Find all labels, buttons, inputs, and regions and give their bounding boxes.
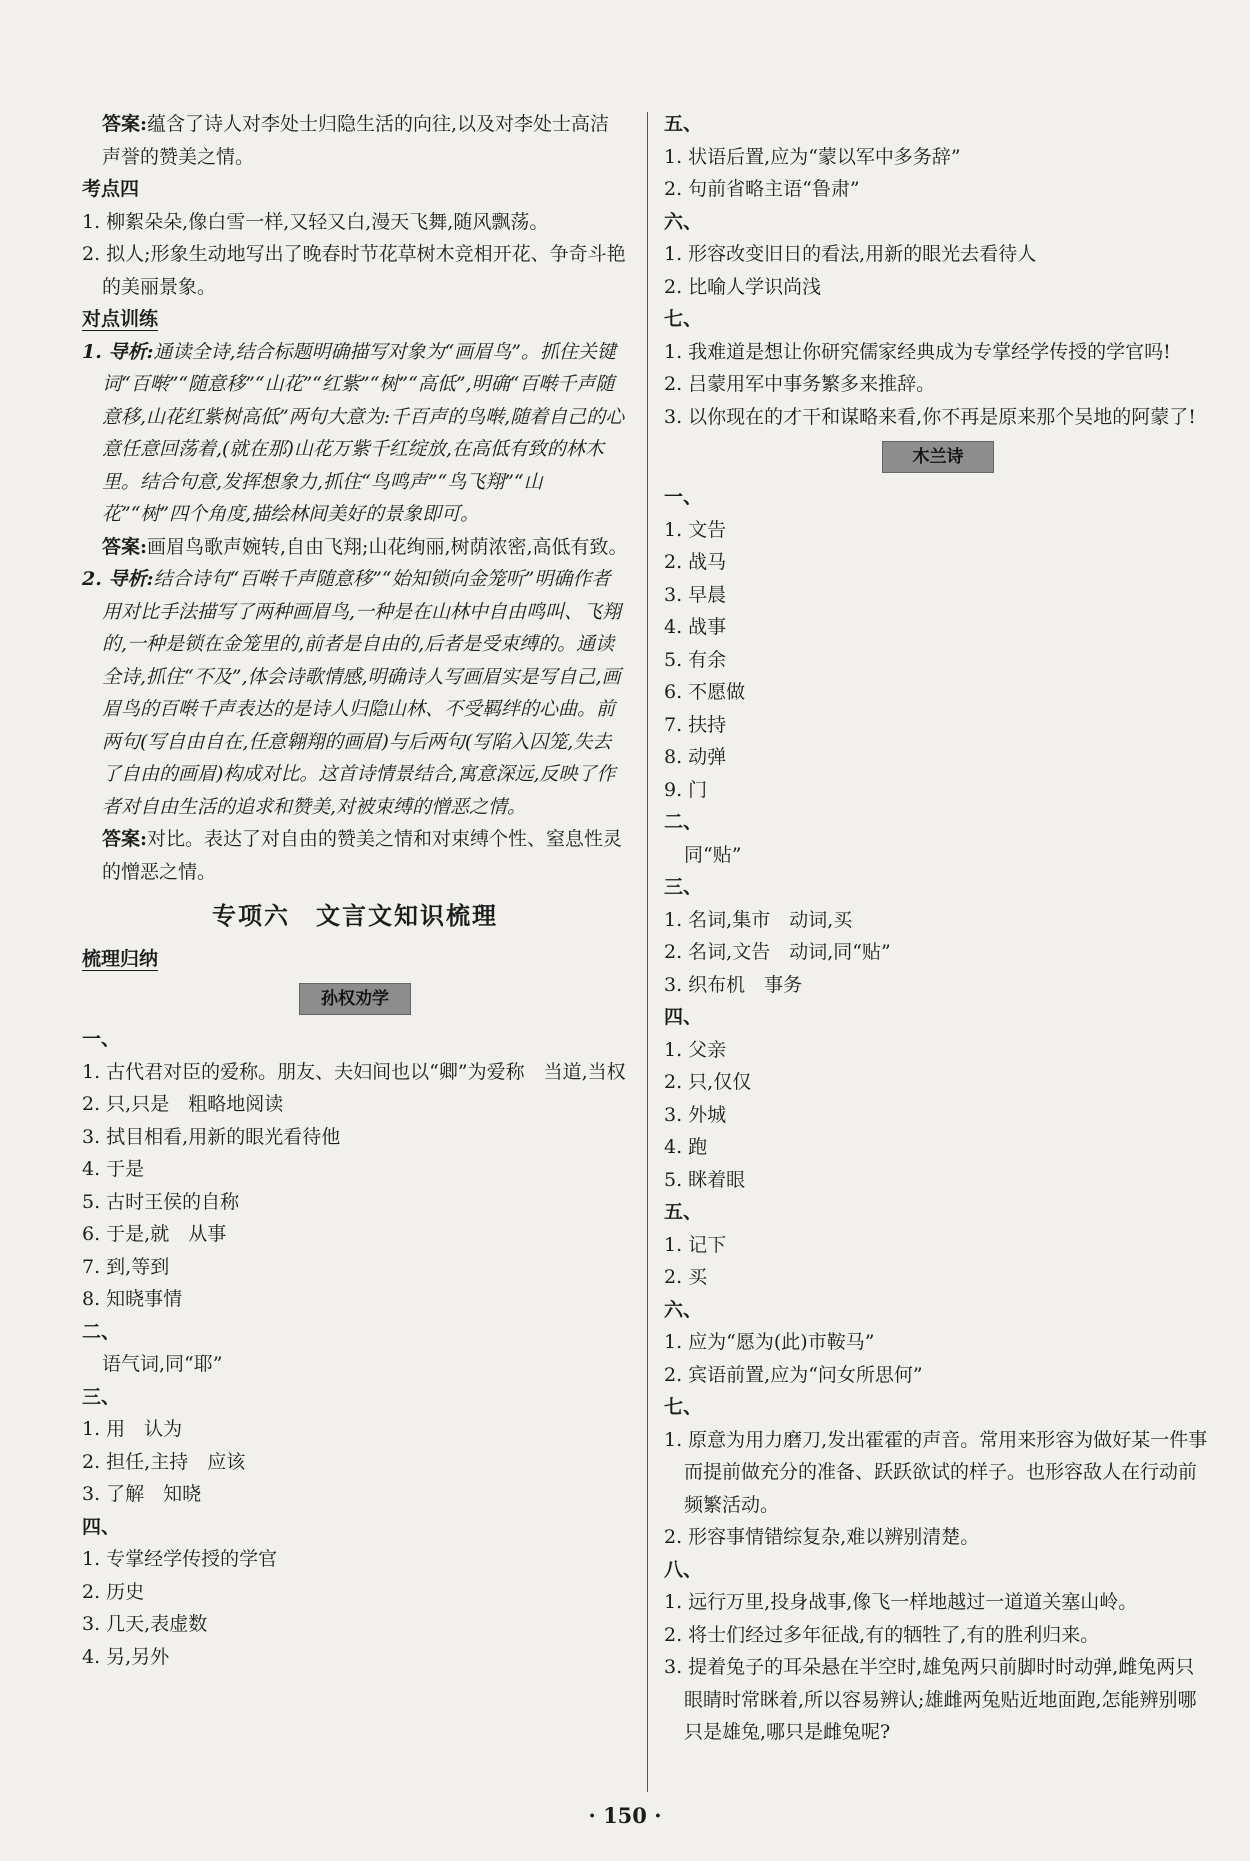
line-text: 1. 远行万里,投身战事,像飞一样地越过一道道关塞山岭。 xyxy=(664,1591,1138,1613)
column-divider xyxy=(647,112,648,1792)
line-text: 四、 xyxy=(664,1006,703,1028)
line-text: 蕴含了诗人对李处士归隐生活的向往,以及对李处士高洁声誉的赞美之情。 xyxy=(102,113,610,168)
line-text: 1. 柳絮朵朵,像白雪一样,又轻又白,漫天飞舞,随风飘荡。 xyxy=(82,210,549,233)
text-line xyxy=(664,1196,1212,1229)
text-line xyxy=(664,1424,1212,1522)
line-text: 1. 原意为用力磨刀,发出霍霍的声音。常用来形容为做好某一件事而提前做充分的准备、跃跃欲试的样子。也形容敌人在行动前频繁活动。 xyxy=(664,1428,1208,1516)
text-line xyxy=(82,1543,628,1576)
line-text: 四、 xyxy=(82,1515,121,1538)
text-line xyxy=(82,563,628,823)
line-text: 2. 将士们经过多年征战,有的牺牲了,有的胜利归来。 xyxy=(664,1623,1100,1646)
text-line xyxy=(82,1056,628,1089)
right-answers-part1 xyxy=(664,108,1212,433)
text-line xyxy=(664,1521,1212,1554)
line-text: 1. 应为“愿为(此)市鞍马” xyxy=(664,1331,875,1353)
line-text: 三、 xyxy=(664,876,703,898)
text-line xyxy=(664,1554,1212,1587)
text-line xyxy=(664,969,1212,1002)
line-text: 3. 以你现在的才干和谋略来看,你不再是原来那个吴地的阿蒙了! xyxy=(664,405,1196,428)
line-text: 二、 xyxy=(664,811,703,833)
line-text: 3. 拭目相看,用新的眼光看待他 xyxy=(82,1125,341,1148)
line-prefix: 2. 导析: xyxy=(82,568,154,590)
text-line xyxy=(664,271,1212,304)
line-text: 通读全诗,结合标题明确描写对象为“画眉鸟”。抓住关键词“百啭”“随意移”“山花”“红紫”“树”“高低”,明确“百啭千声随意移,山花红紫树高低”两句大意为:千百声的鸟啭,随着自己的心意任意回荡着,(就在那)山花万紫千红绽放,在高低有致的林木里。结合句意,发挥想象力,抓住“鸟鸣声”“鸟飞翔”“山花”“树”四个角度,描绘林间美好的景象即可。 xyxy=(102,340,625,525)
text-line xyxy=(82,1088,628,1121)
text-line xyxy=(82,1478,628,1511)
text-line xyxy=(664,1326,1212,1359)
line-text: 7. 到,等到 xyxy=(82,1255,170,1278)
line-text: 2. 句前省略主语“鲁肃” xyxy=(664,178,860,200)
line-text: 4. 另,另外 xyxy=(82,1645,170,1668)
line-text: 对点训练 xyxy=(82,308,159,330)
line-text: 考点四 xyxy=(82,178,140,200)
text-line xyxy=(82,1186,628,1219)
left-answers-part2 xyxy=(82,1023,628,1673)
text-line xyxy=(664,401,1212,434)
section-title: 专项六 文言文知识梳理 xyxy=(212,901,498,930)
text-line xyxy=(82,1608,628,1641)
line-text: 六、 xyxy=(664,210,703,233)
text-line xyxy=(664,741,1212,774)
line-text: 一、 xyxy=(82,1028,121,1050)
text-line xyxy=(664,904,1212,937)
text-line xyxy=(664,1131,1212,1164)
text-line xyxy=(82,1251,628,1284)
line-text: 3. 提着兔子的耳朵悬在半空时,雄兔两只前脚时时动弹,雌兔两只眼睛时常眯着,所以容易辨认;雄雌两兔贴近地面跑,怎能辨别哪只是雄兔,哪只是雌兔呢? xyxy=(664,1656,1197,1743)
text-line xyxy=(664,936,1212,969)
line-text: 2. 战马 xyxy=(664,551,727,573)
text-line xyxy=(82,336,628,531)
line-text: 画眉鸟歌声婉转,自由飞翔;山花绚丽,树荫浓密,高低有致。 xyxy=(147,535,628,558)
line-text: 5. 眯着眼 xyxy=(664,1168,746,1191)
text-line xyxy=(82,1641,628,1674)
text-line xyxy=(82,1381,628,1414)
text-line xyxy=(82,823,628,888)
line-text: 2. 宾语前置,应为“问女所思何” xyxy=(664,1363,923,1386)
text-line xyxy=(82,108,628,173)
text-line xyxy=(664,546,1212,579)
text-line xyxy=(664,1651,1212,1749)
line-text: 对比。表达了对自由的赞美之情和对束缚个性、窒息性灵的憎恶之情。 xyxy=(102,828,623,883)
text-line xyxy=(82,1511,628,1544)
line-text: 1. 状语后置,应为“蒙以军中多务辞” xyxy=(664,145,961,168)
text-line xyxy=(664,676,1212,709)
text-line xyxy=(664,481,1212,514)
right-column xyxy=(664,108,1212,1749)
text-line xyxy=(664,141,1212,174)
text-line xyxy=(664,303,1212,336)
text-line xyxy=(664,1586,1212,1619)
text-line xyxy=(664,1066,1212,1099)
text-line xyxy=(664,579,1212,612)
line-text: 3. 外城 xyxy=(664,1103,727,1126)
text-line xyxy=(664,1001,1212,1034)
line-text: 1. 文告 xyxy=(664,518,727,541)
text-line xyxy=(82,1121,628,1154)
line-text: 七、 xyxy=(664,308,703,330)
line-text: 三、 xyxy=(82,1385,121,1408)
line-text: 一、 xyxy=(664,486,703,508)
subheading: 梳理归纳 xyxy=(82,947,159,970)
line-text: 2. 拟人;形象生动地写出了晚春时节花草树木竞相开花、争奇斗艳的美丽景象。 xyxy=(82,243,626,298)
line-prefix: 答案: xyxy=(102,113,148,135)
text-line xyxy=(664,1164,1212,1197)
text-line xyxy=(82,1316,628,1349)
text-line xyxy=(664,611,1212,644)
line-text: 2. 只,只是 粗略地阅读 xyxy=(82,1093,284,1115)
line-text: 六、 xyxy=(664,1298,703,1321)
line-text: 2. 买 xyxy=(664,1266,708,1288)
line-text: 2. 名词,文告 动词,同“贴” xyxy=(664,941,891,963)
line-text: 2. 比喻人学识尚浅 xyxy=(664,275,822,298)
text-line xyxy=(664,336,1212,369)
line-text: 1. 专掌经学传授的学官 xyxy=(82,1548,278,1570)
text-line xyxy=(664,839,1212,872)
line-text: 1. 父亲 xyxy=(664,1038,727,1061)
text-line xyxy=(664,1359,1212,1392)
line-text: 5. 有余 xyxy=(664,648,727,671)
text-line xyxy=(82,1576,628,1609)
text-line xyxy=(82,1413,628,1446)
text-line xyxy=(664,514,1212,547)
line-text: 2. 形容事情错综复杂,难以辨别清楚。 xyxy=(664,1526,980,1548)
line-prefix: 1. 导析: xyxy=(82,340,154,363)
line-text: 2. 担任,主持 应该 xyxy=(82,1450,246,1473)
text-line xyxy=(82,1283,628,1316)
text-line xyxy=(82,1446,628,1479)
line-text: 同“贴” xyxy=(684,843,742,866)
line-text: 1. 名词,集市 动词,买 xyxy=(664,908,853,931)
line-text: 8. 知晓事情 xyxy=(82,1288,183,1310)
text-line xyxy=(664,1229,1212,1262)
left-column xyxy=(82,108,628,1673)
text-line xyxy=(664,871,1212,904)
text-line xyxy=(664,1294,1212,1327)
line-text: 二、 xyxy=(82,1320,121,1343)
text-line xyxy=(664,1034,1212,1067)
line-text: 1. 形容改变旧日的看法,用新的眼光去看待人 xyxy=(664,243,1037,265)
text-line xyxy=(82,303,628,336)
page-number: · 150 · xyxy=(588,1803,662,1828)
text-line xyxy=(664,1099,1212,1132)
text-line xyxy=(664,108,1212,141)
text-line xyxy=(664,173,1212,206)
line-text: 8. 动弹 xyxy=(664,746,727,768)
line-text: 结合诗句“百啭千声随意移”“始知锁向金笼听”明确作者用对比手法描写了两种画眉鸟,一种是在山林中自由鸣叫、飞翔的,一种是锁在金笼里的,前者是自由的,后者是受束缚的。通读全诗,抓住“不及”,体会诗歌情感,明确诗人写画眉实是写自己,画眉鸟的百啭千声表达的是诗人归隐山林、不受羁绊的心曲。前两句(写自由自在,任意翱翔的画眉)与后两句(写陷入囚笼,失去了自由的画眉)构成对比。这首诗情景结合,寓意深远,反映了作者对自由生活的追求和赞美,对被束缚的憎恶之情。 xyxy=(102,568,622,818)
line-text: 3. 织布机 事务 xyxy=(664,973,803,996)
text-line xyxy=(82,531,628,564)
text-line xyxy=(82,238,628,303)
text-line xyxy=(664,1391,1212,1424)
right-answers-part2 xyxy=(664,481,1212,1749)
line-text: 4. 跑 xyxy=(664,1136,708,1158)
line-text: 2. 只,仅仅 xyxy=(664,1071,752,1093)
line-prefix: 答案: xyxy=(102,535,148,558)
line-text: 1. 用 认为 xyxy=(82,1418,183,1440)
line-text: 5. 古时王侯的自称 xyxy=(82,1190,240,1213)
line-text: 4. 战事 xyxy=(664,616,727,638)
text-line xyxy=(664,806,1212,839)
line-text: 1. 记下 xyxy=(664,1233,727,1256)
line-text: 3. 早晨 xyxy=(664,583,727,606)
text-line xyxy=(82,1348,628,1381)
line-text: 6. 于是,就 从事 xyxy=(82,1223,227,1245)
line-text: 4. 于是 xyxy=(82,1158,145,1180)
line-text: 2. 历史 xyxy=(82,1580,145,1603)
text-line xyxy=(664,774,1212,807)
text-line xyxy=(664,1619,1212,1652)
line-text: 八、 xyxy=(664,1558,703,1581)
lesson-label-box: 孙权劝学 xyxy=(299,983,411,1015)
line-text: 3. 几天,表虚数 xyxy=(82,1613,208,1635)
text-line xyxy=(664,238,1212,271)
text-line xyxy=(82,1218,628,1251)
line-text: 七、 xyxy=(664,1396,703,1418)
lesson-label-box-2: 木兰诗 xyxy=(882,441,994,473)
line-text: 3. 了解 知晓 xyxy=(82,1483,202,1505)
line-text: 7. 扶持 xyxy=(664,713,727,736)
text-line xyxy=(82,1153,628,1186)
text-line xyxy=(664,709,1212,742)
line-text: 1. 古代君对臣的爱称。朋友、夫妇间也以“卿”为爱称 当道,当权 xyxy=(82,1060,626,1083)
line-text: 6. 不愿做 xyxy=(664,681,746,703)
line-text: 2. 吕蒙用军中事务繁多来推辞。 xyxy=(664,373,936,395)
line-text: 1. 我难道是想让你研究儒家经典成为专掌经学传授的学官吗! xyxy=(664,340,1171,363)
text-line xyxy=(664,1261,1212,1294)
text-line xyxy=(664,644,1212,677)
text-line xyxy=(82,173,628,206)
text-line xyxy=(664,206,1212,239)
text-line xyxy=(82,206,628,239)
left-answers-part1 xyxy=(82,108,628,888)
line-text: 9. 门 xyxy=(664,778,708,801)
line-text: 五、 xyxy=(664,1201,703,1223)
line-text: 五、 xyxy=(664,113,703,135)
line-text: 语气词,同“耶” xyxy=(102,1353,223,1375)
line-prefix: 答案: xyxy=(102,828,148,850)
text-line xyxy=(82,1023,628,1056)
text-line xyxy=(664,368,1212,401)
